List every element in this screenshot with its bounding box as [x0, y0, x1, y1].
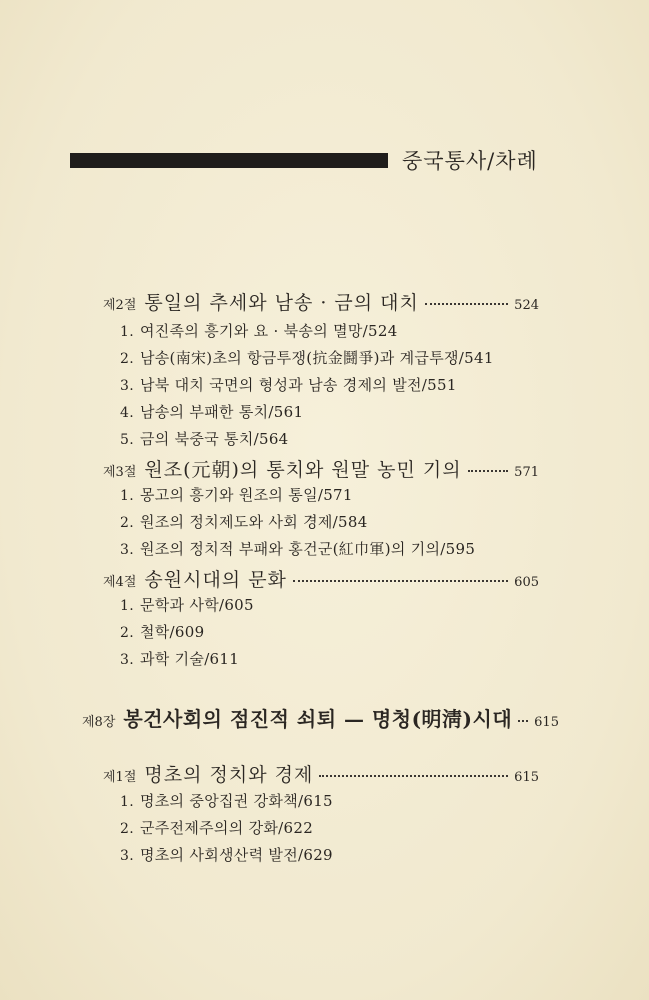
- item-number: 3.: [120, 378, 134, 394]
- chapter-title: 봉건사회의 점진적 쇠퇴 — 명청(明淸)시대: [123, 707, 513, 731]
- item-number: 2.: [120, 821, 134, 837]
- toc-item: [120, 538, 475, 559]
- item-number: 1.: [120, 488, 134, 504]
- toc-item: [120, 401, 303, 422]
- item-text: 철학/609: [139, 623, 205, 641]
- section-title: 원조(元朝)의 통치와 원말 농민 기의: [144, 459, 462, 481]
- section-title: 송원시대의 문화: [144, 569, 287, 591]
- item-number: 2.: [120, 625, 134, 641]
- item-text: 명초의 사회생산력 발전/629: [139, 846, 333, 864]
- chapter-label: 제8장: [82, 715, 116, 730]
- page-number: 524: [514, 298, 539, 313]
- toc-item: [120, 511, 368, 532]
- item-text: 군주전제주의의 강화/622: [139, 819, 314, 837]
- header-rule: [70, 153, 388, 168]
- item-number: 3.: [120, 848, 134, 864]
- toc-item: [120, 374, 457, 395]
- item-number: 2.: [120, 351, 134, 367]
- toc-item: [120, 817, 313, 838]
- item-number: 1.: [120, 324, 134, 340]
- toc-item: [120, 594, 254, 615]
- item-text: 문학과 사학/605: [139, 596, 254, 614]
- section-label: 제1절: [103, 770, 137, 785]
- toc-item: [120, 484, 353, 505]
- toc-section-4: [103, 565, 539, 592]
- item-number: 5.: [120, 432, 134, 448]
- item-text: 원조의 정치적 부패와 홍건군(紅巾軍)의 기의/595: [139, 540, 476, 558]
- toc-item: [120, 347, 494, 368]
- item-number: 3.: [120, 542, 134, 558]
- item-text: 남송의 부패한 통치/561: [139, 403, 304, 421]
- section-label: 제2절: [103, 298, 137, 313]
- item-text: 몽고의 흥기와 원조의 통일/571: [139, 486, 353, 504]
- item-number: 3.: [120, 652, 134, 668]
- toc-item: [120, 648, 239, 669]
- dot-leader: [319, 775, 508, 777]
- toc-item: [120, 621, 204, 642]
- section-title: 명초의 정치와 경제: [144, 764, 314, 786]
- item-text: 과학 기술/611: [139, 650, 240, 668]
- toc-item: [120, 320, 398, 341]
- toc-chapter-8: [82, 703, 559, 732]
- page-number: 615: [514, 770, 539, 785]
- item-text: 원조의 정치제도와 사회 경제/584: [139, 513, 368, 531]
- item-text: 남송(南宋)초의 항금투쟁(抗金鬪爭)과 계급투쟁/541: [139, 349, 494, 367]
- item-number: 4.: [120, 405, 134, 421]
- toc-section-2: [103, 288, 539, 315]
- toc-item: [120, 844, 333, 865]
- page-number: 605: [514, 575, 539, 590]
- toc-section-1: [103, 760, 539, 787]
- page-number: 571: [514, 465, 539, 480]
- section-label: 제3절: [103, 465, 137, 480]
- toc-item: [120, 790, 333, 811]
- dot-leader: [518, 720, 528, 722]
- section-title: 통일의 추세와 남송 · 금의 대치: [144, 292, 419, 314]
- item-number: 1.: [120, 794, 134, 810]
- toc-item: [120, 428, 289, 449]
- page-number: 615: [534, 715, 559, 730]
- item-number: 1.: [120, 598, 134, 614]
- item-text: 명초의 중앙집권 강화책/615: [139, 792, 333, 810]
- item-text: 여진족의 흥기와 요 · 북송의 멸망/524: [139, 322, 398, 340]
- dot-leader: [425, 303, 508, 305]
- item-text: 남북 대치 국면의 형성과 남송 경제의 발전/551: [139, 376, 457, 394]
- page-header-title: 중국통사/차례: [402, 149, 538, 173]
- item-number: 2.: [120, 515, 134, 531]
- dot-leader: [468, 470, 509, 472]
- section-label: 제4절: [103, 575, 137, 590]
- item-text: 금의 북중국 통치/564: [139, 430, 289, 448]
- toc-section-3: [103, 455, 539, 482]
- dot-leader: [293, 580, 508, 582]
